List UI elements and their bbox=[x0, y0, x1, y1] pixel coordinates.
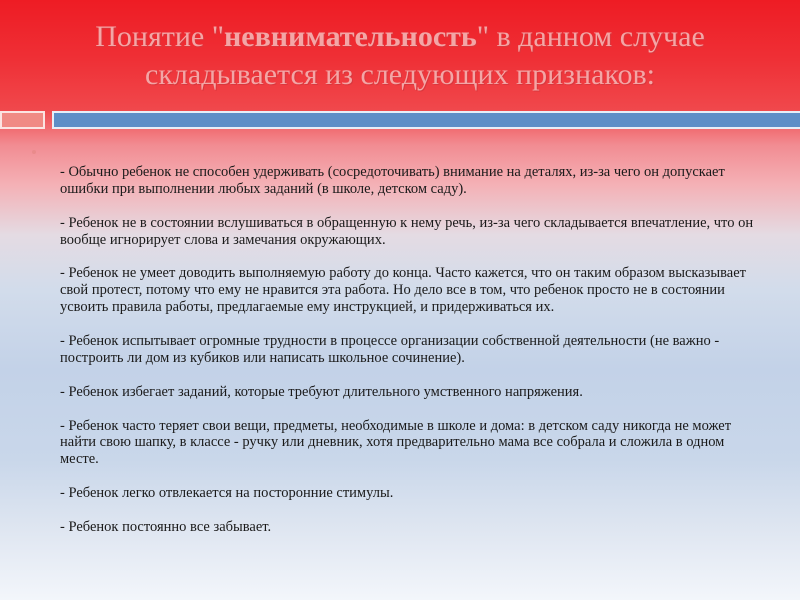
paragraph: - Ребенок не в состоянии вслушиваться в обращенную к нему речь, из-за чего складывается впечатление, что он вообще игнорирует слова и замечания окружающих. bbox=[60, 214, 754, 248]
title-suffix: " в данном случае складывается из следующих признаков: bbox=[145, 20, 705, 91]
paragraph: - Ребенок не умеет доводить выполняемую работу до конца. Часто кажется, что он таким образом высказывает свой протест, потому что ему не нравится эта работа. Но дело все в том, что ребенок просто не в состоянии усвоить правила работы, предлагаемые ему инструкцией, и придерживаться их. bbox=[60, 265, 746, 316]
paragraph: - Ребенок испытывает огромные трудности в процессе организации собственной деятельности (не важно - построить ли дом из кубиков или написать школьное сочинение). bbox=[60, 333, 720, 366]
paragraph: - Ребенок избегает заданий, которые требуют длительного умственного напряжения. bbox=[60, 383, 583, 400]
paragraph: - Ребенок легко отвлекается на посторонние стимулы. bbox=[60, 485, 394, 502]
decor-bar-left bbox=[0, 111, 45, 129]
title-prefix: Понятие " bbox=[95, 20, 224, 53]
title-term: невнимательность bbox=[223, 20, 477, 53]
bullet-dot bbox=[32, 150, 36, 154]
decor-bar-right bbox=[52, 111, 800, 129]
slide-title bbox=[40, 18, 760, 94]
slide-content bbox=[60, 164, 765, 553]
paragraph: - Ребенок часто теряет свои вещи, предметы, необходимые в школе и дома: в детском саду никогда не может найти свою шапку, в классе - ручку или дневник, хотя предварительно мама все собрала и сложила в одном месте. bbox=[60, 417, 732, 468]
paragraph: - Обычно ребенок не способен удерживать (сосредоточивать) внимание на деталях, из-за чего он допускает ошибки при выполнении любых заданий (в школе, детском саду). bbox=[60, 164, 725, 197]
paragraph: - Ребенок постоянно все забывает. bbox=[60, 518, 272, 535]
